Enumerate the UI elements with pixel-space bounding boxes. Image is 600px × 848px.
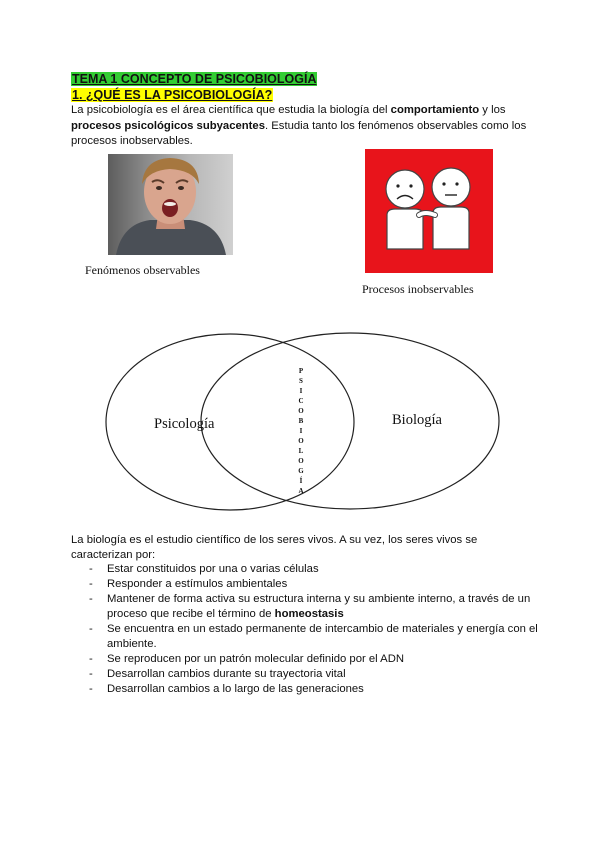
red-panel-figures [365, 149, 493, 273]
intro-paragraph [71, 103, 531, 150]
list-item: - Mantener de forma activa su estructura interna y su ambiente interno, a través de un proceso que recibe el término de homeostasis [89, 593, 531, 620]
venn-letter: O [298, 457, 304, 465]
list-item: - Responder a estímulos ambientales [89, 578, 288, 590]
biology-label: Biología [392, 412, 442, 428]
venn-letter: O [298, 437, 304, 445]
venn-letter: A [298, 487, 304, 495]
intro-text-3: . Estudia tanto los fenómenos observables como los procesos inobservables. [71, 119, 527, 147]
intro-text-2: y los [479, 104, 506, 116]
psychology-circle [106, 334, 354, 510]
venn-letter: I [299, 387, 303, 395]
intro-bold-comportamiento: comportamiento [390, 104, 480, 116]
venn-diagram [100, 325, 510, 525]
venn-letter: C [298, 397, 304, 405]
boy-illustration [108, 154, 233, 255]
venn-letter: P [298, 367, 304, 375]
intro-bold-procesos: procesos psicológicos subyacentes [71, 119, 265, 132]
venn-letter: L [298, 447, 304, 455]
list-item: - Desarrollan cambios durante su trayectoria vital [89, 668, 346, 680]
venn-letter: I [299, 427, 303, 435]
homeostasis-term: homeostasis [274, 608, 344, 620]
section-subtitle: 1. ¿QUÉ ES LA PSICOBIOLOGÍA? [72, 88, 273, 102]
venn-letter: G [298, 467, 304, 475]
screaming-boy-photo [108, 154, 233, 255]
list-item: - Estar constituidos por una o varias células [89, 563, 319, 575]
unobservable-caption: Procesos inobservables [362, 282, 474, 296]
psychology-label: Psicología [154, 416, 215, 432]
intro-text-1: La psicobiología es el área científica que estudia la biología del [71, 104, 391, 116]
sad-and-friend-icon [365, 149, 493, 273]
biology-circle [201, 333, 499, 509]
biology-paragraph: La biología es el estudio científico de los seres vivos. A su vez, los seres vivos se caracterizan por: [71, 534, 478, 561]
living-beings-list [89, 562, 539, 697]
list-item: - Se reproducen por un patrón molecular definido por el ADN [89, 653, 405, 665]
venn-letter: O [298, 407, 304, 415]
list-item: - Se encuentra en un estado permanente de intercambio de materiales y energía con el ambiente. [89, 623, 538, 650]
list-item: - Desarrollan cambios a lo largo de las generaciones [89, 683, 364, 695]
section-title: TEMA 1 CONCEPTO DE PSICOBIOLOGÍA [72, 72, 317, 86]
venn-letter: B [298, 417, 304, 425]
venn-letter: Í [299, 477, 303, 485]
venn-letter: S [299, 377, 303, 385]
psicobiologia-vertical [298, 367, 304, 495]
observable-caption: Fenómenos observables [85, 263, 200, 277]
